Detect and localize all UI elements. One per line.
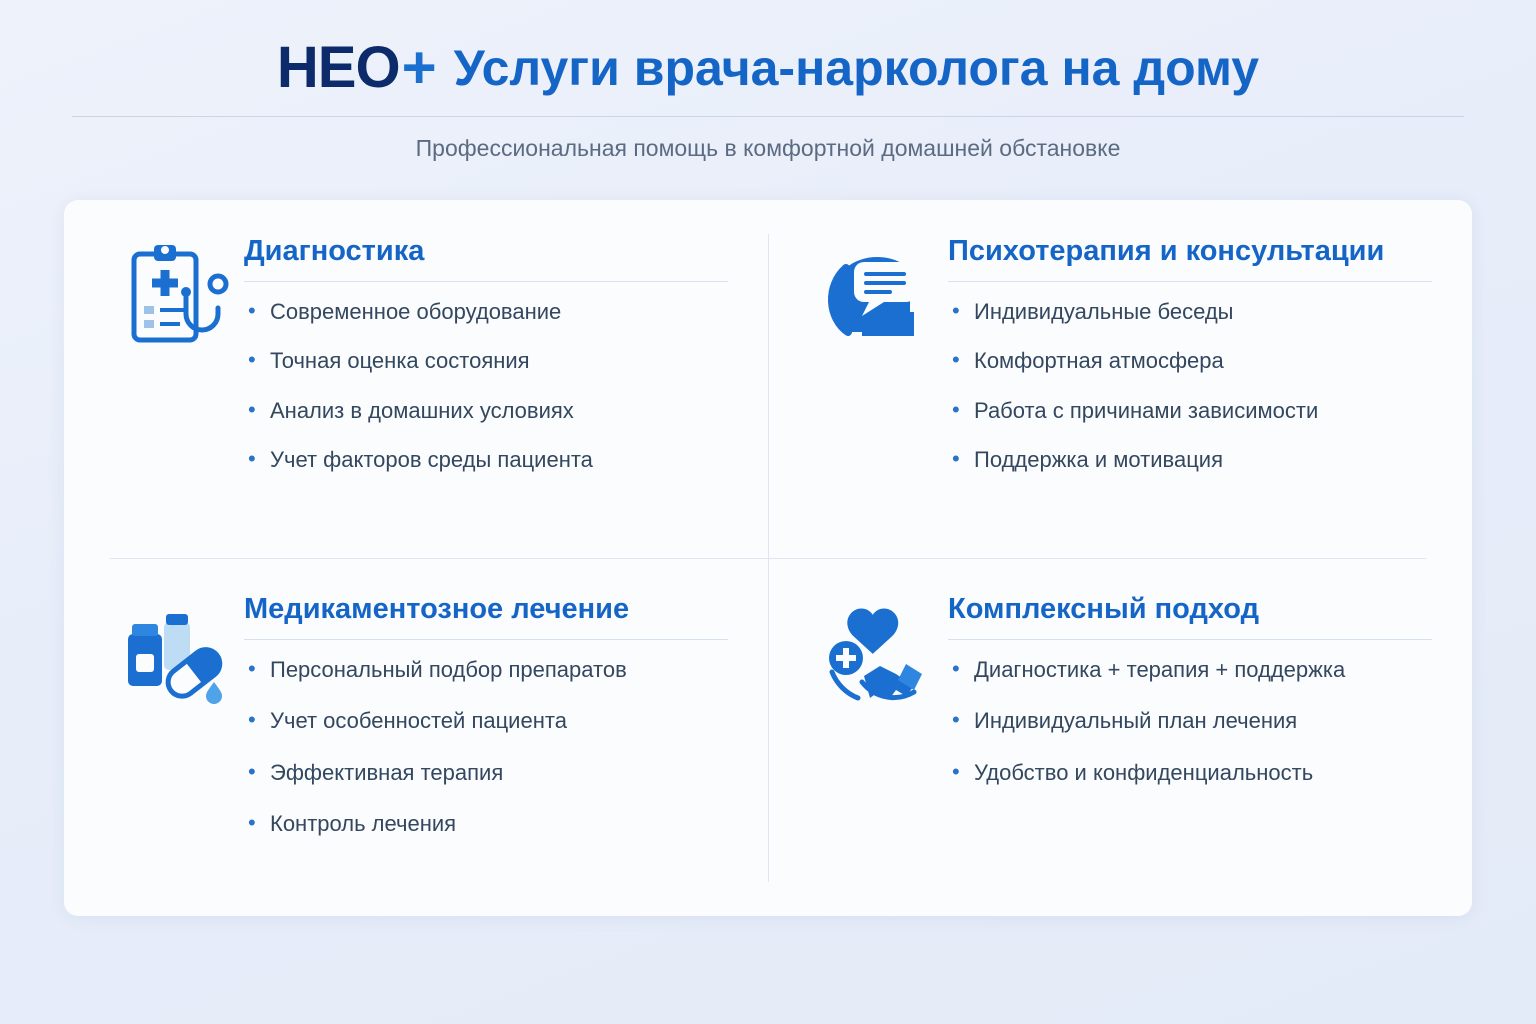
service-title: Комплексный подход [948,593,1259,625]
service-list [244,656,728,838]
service-title-divider [244,281,728,282]
list-item: • Точная оценка состояния [244,347,728,375]
list-item: • Анализ в домашних условиях [244,397,728,425]
service-content [942,234,1432,496]
head-speech-bubble-icon [812,234,942,358]
service-block-medication [64,558,768,916]
service-title: Медикаментозное лечение [244,593,630,625]
service-content [238,234,728,496]
service-title-divider [244,639,728,640]
list-item: • Контроль лечения [244,810,728,838]
title-row [64,34,1472,101]
brand-logo [276,34,436,101]
service-list [244,298,728,474]
list-item: • Поддержка и мотивация [948,446,1432,474]
service-content [238,592,728,862]
list-item: • Диагностика + терапия + поддержка [948,656,1432,684]
service-title-divider [948,281,1432,282]
service-block-complex-approach [768,558,1472,916]
list-item: • Индивидуальные беседы [948,298,1432,326]
page-subtitle: Профессиональная помощь в комфортной домашней обстановке [415,135,1121,161]
service-title-divider [948,639,1432,640]
header [0,0,1536,162]
list-item: • Современное оборудование [244,298,728,326]
list-item: • Учет особенностей пациента [244,707,728,735]
list-item: • Эффективная терапия [244,759,728,787]
service-title: Диагностика [244,235,425,267]
service-content [942,592,1432,810]
service-list [948,298,1432,474]
list-item: • Удобство и конфиденциальность [948,759,1432,787]
services-card [64,200,1472,916]
list-item: • Комфортная атмосфера [948,347,1432,375]
service-title: Психотерапия и консультации [948,235,1385,267]
logo-text: HEO [276,35,400,100]
handshake-heart-icon [812,592,942,716]
list-item: • Индивидуальный план лечения [948,707,1432,735]
grid-horizontal-divider [110,558,1426,559]
clipboard-stethoscope-icon [108,234,238,358]
list-item: • Работа с причинами зависимости [948,397,1432,425]
medication-bottles-icon [108,592,238,716]
logo-plus-icon: + [401,34,436,101]
page-title: Услуги врача-нарколога на дому [453,39,1260,96]
title-divider [72,116,1464,117]
list-item: • Учет факторов среды пациента [244,446,728,474]
services-grid [64,200,1472,916]
list-item: • Персональный подбор препаратов [244,656,728,684]
service-block-psychotherapy [768,200,1472,558]
service-block-diagnostics [64,200,768,558]
service-list [948,656,1432,787]
